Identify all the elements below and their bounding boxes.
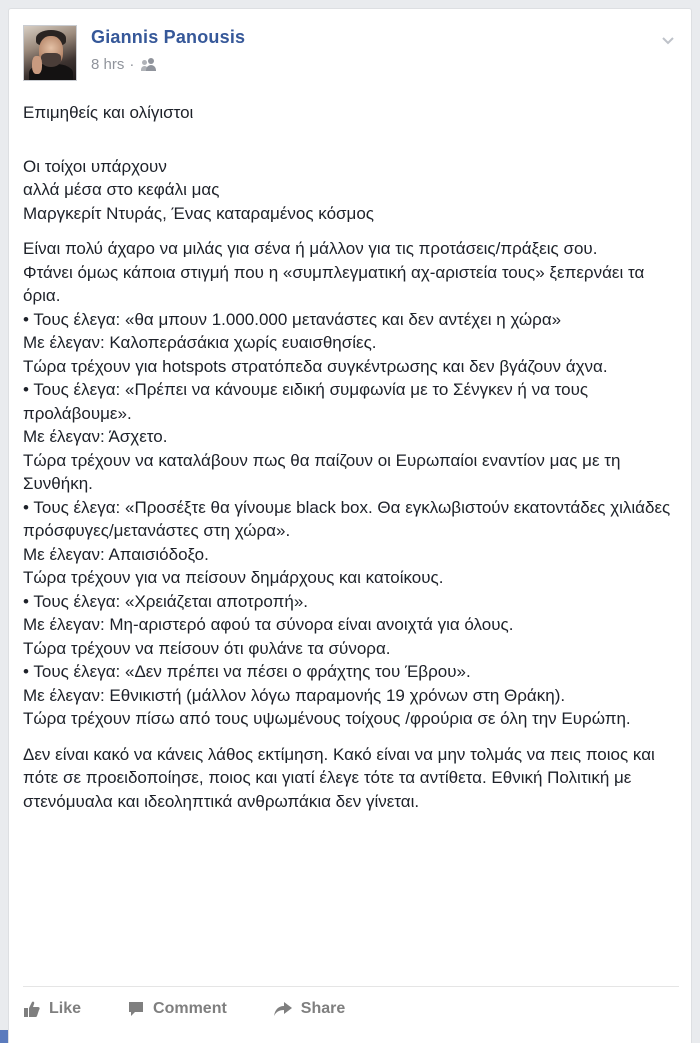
quote-line: Οι τοίχοι υπάρχουν <box>23 156 167 176</box>
post-content <box>23 101 683 813</box>
share-button[interactable] <box>273 1000 345 1018</box>
body-line: • Τους έλεγα: «Χρειάζεται αποτροπή». <box>23 591 308 611</box>
body-line: Με έλεγαν: Άσχετο. <box>23 427 168 446</box>
comment-label: Comment <box>153 1000 227 1017</box>
post-card <box>8 8 692 1043</box>
body-line: Με έλεγαν: Εθνικιστή (μάλλον λόγω παραμονής 19 χρόνων στη Θράκη). <box>23 685 566 705</box>
post-timestamp[interactable]: 8 hrs <box>91 56 125 73</box>
body-line: Τώρα τρέχουν να καταλάβουν πως θα παίζουν οι Ευρωπαίοι εναντίον μας με τη Συνθήκη. <box>23 450 626 493</box>
like-label: Like <box>49 1000 82 1017</box>
body-line: Τώρα τρέχουν πίσω από τους υψωμένους τοίχους /φρούρια σε όλη την Ευρώπη. <box>23 709 631 728</box>
meta-separator: · <box>129 56 135 73</box>
body-line: • Τους έλεγα: «Πρέπει να κάνουμε ειδική συμφωνία με το Σένγκεν ή να τους προλάβουμε». <box>23 380 593 423</box>
like-button[interactable] <box>23 1000 81 1018</box>
body-line: Φτάνει όμως κάποια στιγμή που η «συμπλεγματική αχ-αριστεία τους» ξεπερνάει τα όρια. <box>23 262 650 305</box>
footer-divider <box>23 986 679 987</box>
left-edge-accent <box>0 1030 8 1043</box>
comment-button[interactable] <box>127 1000 227 1018</box>
body-line: Με έλεγαν: Μη-αριστερό αφού τα σύνορα είναι ανοιχτά για όλους. <box>23 615 514 634</box>
comment-icon <box>127 1000 145 1018</box>
post-header <box>23 23 679 83</box>
post-body <box>23 237 683 731</box>
body-line: Με έλεγαν: Απαισιόδοξο. <box>23 544 209 564</box>
author-name[interactable]: Giannis Panousis <box>91 27 246 47</box>
quote-line: Μαργκερίτ Ντυράς, Ένας καταραμένος κόσμος <box>23 203 374 223</box>
body-line: • Τους έλεγα: «Προσέξτε θα γίνουμε black box. Θα εγκλωβιστούν εκατοντάδες χιλιάδες πρόσφυγες/μετανάστες στη χώρα». <box>23 497 675 540</box>
share-label: Share <box>300 1000 346 1017</box>
post-meta <box>91 56 160 73</box>
body-line: Τώρα τρέχουν να πείσουν ότι φυλάνε τα σύνορα. <box>23 638 391 658</box>
quote-line: αλλά μέσα στο κεφάλι μας <box>23 180 220 199</box>
post-quote <box>23 155 683 226</box>
avatar[interactable] <box>23 25 77 81</box>
chevron-down-icon[interactable] <box>661 33 675 47</box>
thumbs-up-icon <box>23 1000 41 1018</box>
post-actions <box>23 997 679 1021</box>
body-line: • Τους έλεγα: «Δεν πρέπει να πέσει ο φράχτης του Έβρου». <box>23 662 471 681</box>
post-title: Επιμηθείς και ολίγιστοι <box>23 103 194 122</box>
share-icon <box>273 1000 293 1018</box>
post-closing: Δεν είναι κακό να κάνεις λάθος εκτίμηση. Κακό είναι να μην τολμάς να πεις ποιος και πότε σε προειδοποίησε, ποιος και γιατί έλεγε τότε τα αντίθετα. Εθνική Πολιτική με στενόμυαλα και ιδεοληπτικά ανθρωπάκια δεν γίνεται. <box>23 744 655 811</box>
body-line: Είναι πολύ άχαρο να μιλάς για σένα ή μάλλον για τις προτάσεις/πράξεις σου. <box>23 239 598 258</box>
body-line: • Τους έλεγα: «θα μπουν 1.000.000 μετανάστες και δεν αντέχει η χώρα» <box>23 309 562 329</box>
body-line: Με έλεγαν: Καλοπεράσάκια χωρίς ευαισθησίες. <box>23 333 377 352</box>
body-line: Τώρα τρέχουν για να πείσουν δημάρχους και κατοίκους. <box>23 568 444 587</box>
friends-icon[interactable] <box>142 58 160 72</box>
body-line: Τώρα τρέχουν για hotspots στρατόπεδα συγκέντρωσης και δεν βγάζουν άχνα. <box>23 356 608 376</box>
